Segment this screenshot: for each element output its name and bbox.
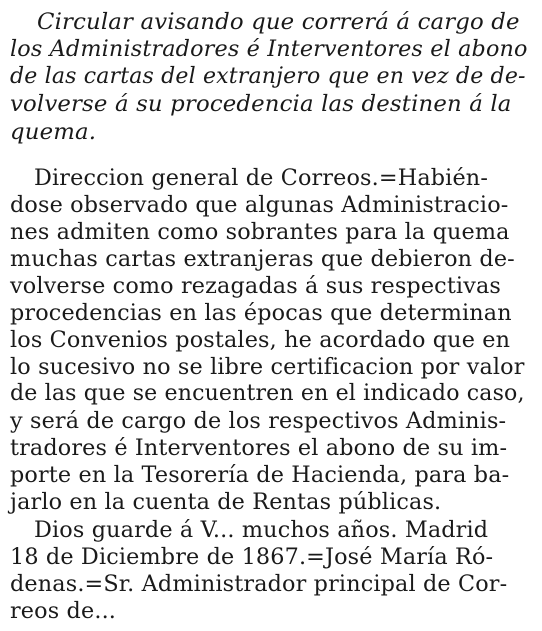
body-line: 18 de Diciembre de 1867.=José María Ró- bbox=[10, 544, 494, 570]
body-line: dose observado que algunas Administracio- bbox=[10, 192, 509, 218]
body-line: nes admiten como sobrantes para la quema bbox=[10, 219, 510, 245]
body-line: Direccion general de Correos.=Habién- bbox=[34, 165, 489, 191]
heading-line: volverse á su procedencia las destinen á la bbox=[10, 91, 512, 117]
body-line: de las que se encuentren en el indicado caso, bbox=[10, 381, 525, 406]
heading-line: los Administradores é Interventores el abono bbox=[10, 36, 528, 62]
body-line: porte en la Tesorería de Hacienda, para ba- bbox=[10, 462, 510, 488]
body-line: lo sucesivo no se libre certificacion por valor bbox=[10, 354, 525, 380]
body-line: Dios guarde á V... muchos años. Madrid bbox=[34, 517, 489, 543]
body-line: tradores é Interventores el abono de su im- bbox=[10, 435, 508, 461]
body-line: muchas cartas extranjeras que debieron de- bbox=[10, 246, 515, 272]
body-line: y será de cargo de los respectivos Adminis- bbox=[10, 408, 507, 434]
heading-line: Circular avisando que correrá á cargo de bbox=[37, 9, 520, 35]
heading-line: quema. bbox=[10, 119, 97, 145]
body-line: volverse como rezagadas á sus respectivas bbox=[10, 273, 501, 299]
body-line: los Convenios postales, he acordado que en bbox=[10, 327, 511, 353]
body-line: jarlo en la cuenta de Rentas públicas. bbox=[10, 489, 442, 515]
body-line: reos de... bbox=[10, 598, 117, 624]
body-line: denas.=Sr. Administrador principal de Cor- bbox=[10, 571, 508, 597]
body-line: procedencias en las épocas que determinan bbox=[10, 300, 512, 326]
heading-line: de las cartas del extranjero que en vez de de- bbox=[10, 64, 526, 89]
